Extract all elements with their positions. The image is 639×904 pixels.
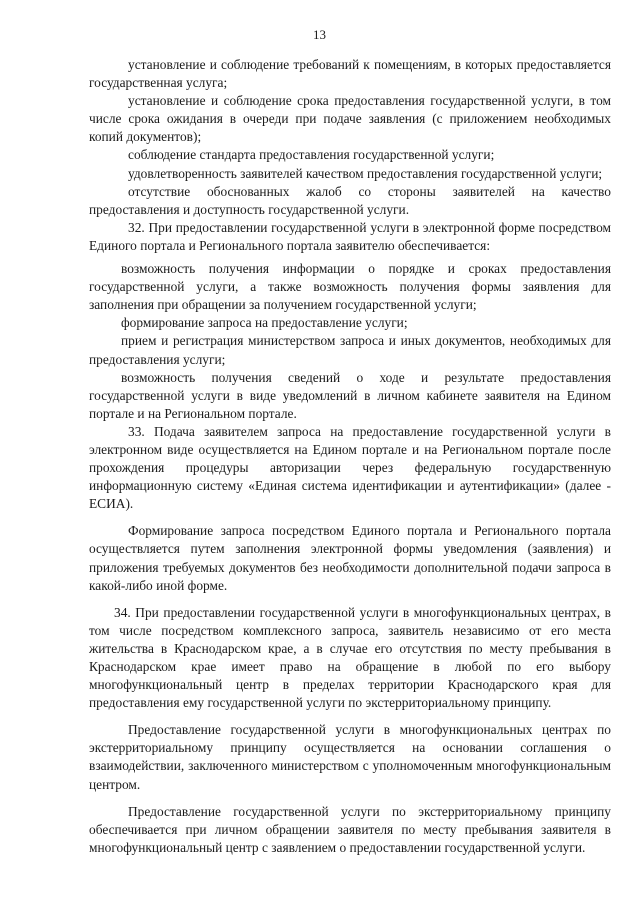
paragraph-2: установление и соблюдение срока предоставления государственной услуги, в том числе срока ожидания в очереди при подаче заявления (с приложением необходимых копий документов); (89, 93, 611, 145)
document-body (89, 56, 611, 857)
paragraph-12: Формирование запроса посредством Единого портала и Регионального портала осуществляется путем заполнения электронной формы уведомления (заявления) и приложения требуемых документов без необходимости дополнительной подачи запроса в какой-либо иной форме. (89, 523, 611, 593)
paragraph-15: Предоставление государственной услуги по экстерриториальному принципу обеспечивается при личном обращении заявителя по месту пребывания заявителя в многофункциональный центр с заявлением о предоставлении государственной услуги. (89, 803, 611, 855)
paragraph-10: возможность получения сведений о ходе и результате предоставления государственной услуги в виде уведомлений в личном кабинете заявителя на Едином портале и на Региональном портале. (89, 369, 611, 421)
paragraph-13: 34. При предоставлении государственной услуги в многофункциональных центрах, в том числе посредством комплексного запроса, заявитель независимо от его места жительства в Краснодарском крае, а в случае его отсутствия по месту пребывания в Краснодарском крае имеет право на обращение в любой по его выбору многофункциональный центр в пределах территории Краснодарского края для предоставления ему государственной услуги по экстерриториальному принципу. (89, 604, 611, 711)
page-number: 13 (313, 27, 326, 42)
paragraph-5: отсутствие обоснованных жалоб со стороны заявителей на качество предоставления и доступность государственной услуги. (89, 183, 611, 217)
paragraph-14: Предоставление государственной услуги в многофункциональных центрах по экстерриториальному принципу осуществляется на основании соглашения о взаимодействии, заключенного министерством с уполномоченным многофункциональным центром. (89, 722, 611, 792)
paragraph-6: 32. При предоставлении государственной услуги в электронной форме посредством Единого портала и Регионального портала заявителю обеспечивается: (89, 219, 611, 253)
paragraph-3: соблюдение стандарта предоставления государственной услуги; (128, 147, 495, 163)
paragraph-9: прием и регистрация министерством запроса и иных документов, необходимых для предоставления услуги; (89, 333, 611, 367)
paragraph-11: 33. Подача заявителем запроса на предоставление государственной услуги в электронном виде осуществляется на Едином портале и на Региональном портале после прохождения процедуры авторизации через федеральную государственную информационную систему «Единая система идентификации и аутентификации» (далее - ЕСИА). (89, 423, 611, 512)
paragraph-4: удовлетворенность заявителей качеством предоставления государственной услуги; (128, 165, 603, 181)
paragraph-8: формирование запроса на предоставление услуги; (121, 315, 408, 331)
paragraph-1: установление и соблюдение требований к помещениям, в которых предоставляется государственная услуга; (89, 57, 611, 91)
paragraph-7: возможность получения информации о порядке и сроках предоставления государственной услуги, а также возможность получения формы заявления для заполнения при обращении за получением государственной услуги; (89, 261, 611, 313)
